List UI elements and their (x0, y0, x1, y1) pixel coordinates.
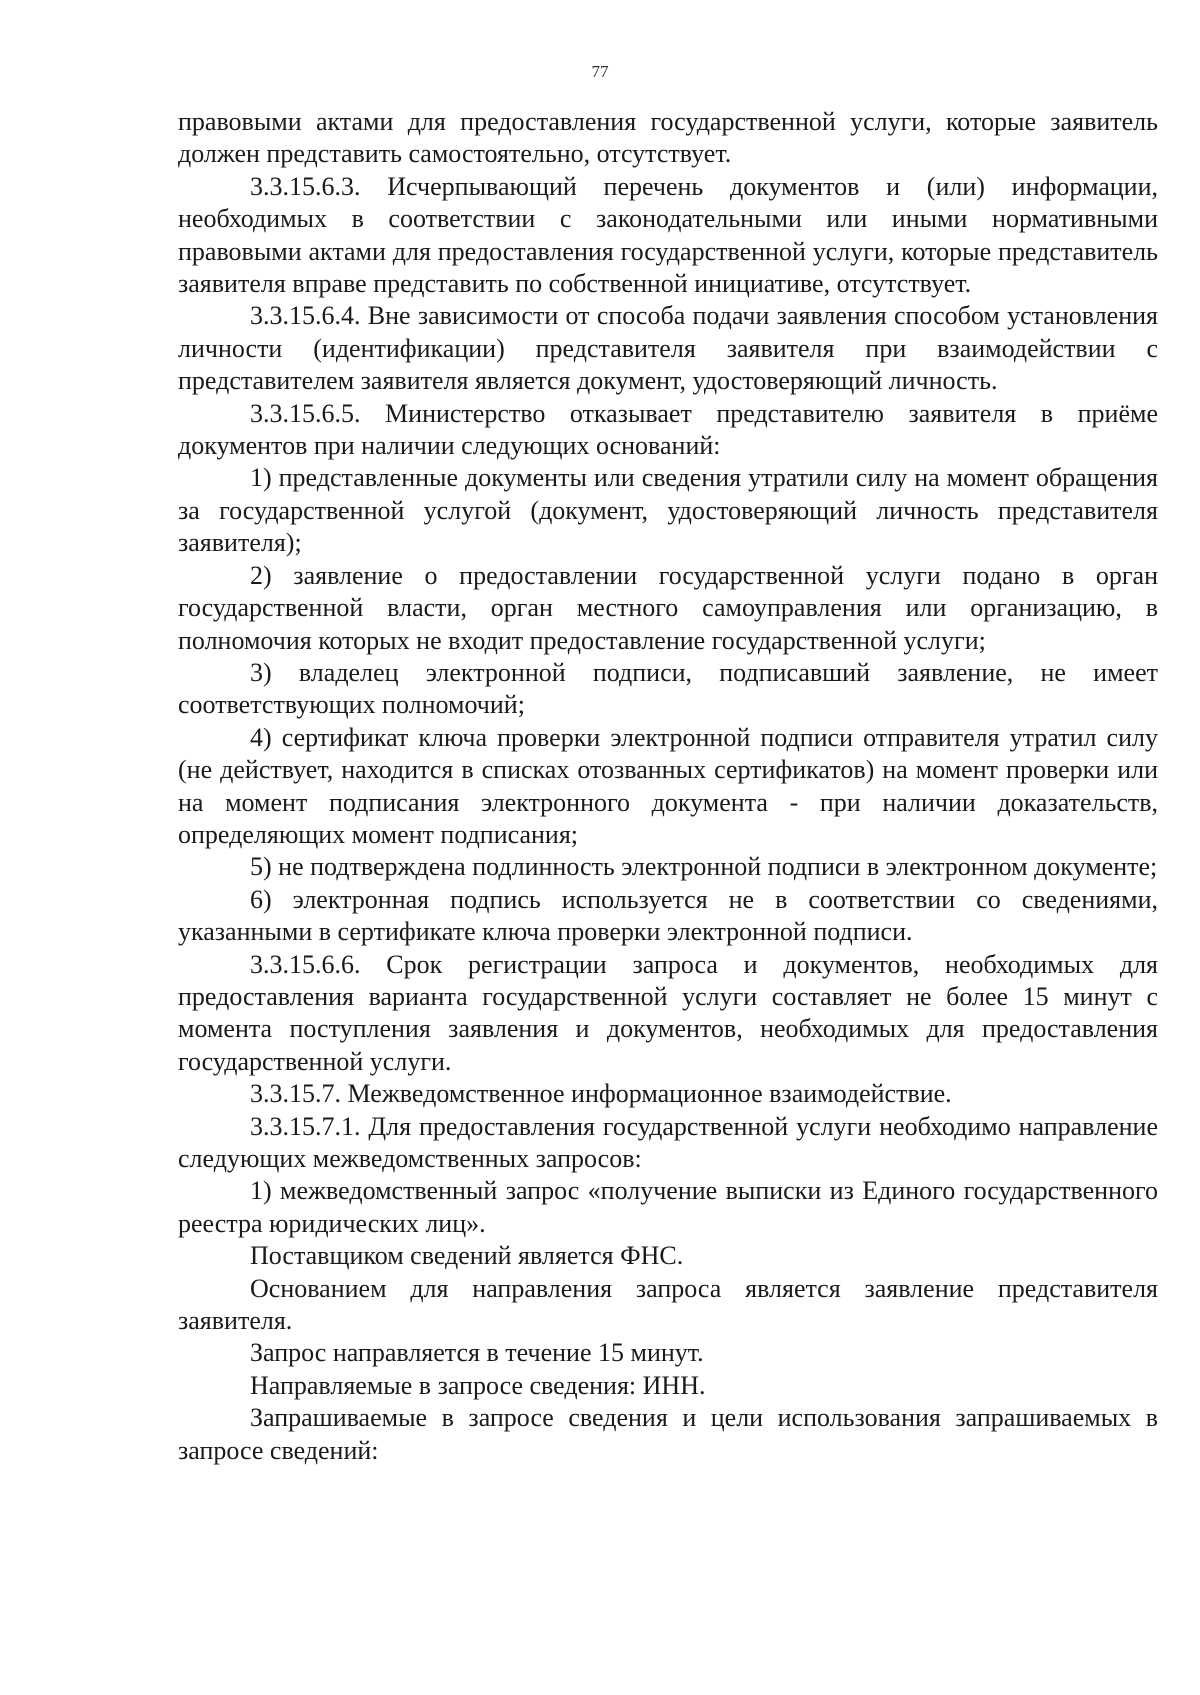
paragraph: Запрашиваемые в запросе сведения и цели использования запрашиваемых в запросе сведений: (178, 1403, 1158, 1465)
paragraph: Запрос направляется в течение 15 минут. (250, 1338, 704, 1368)
paragraph: 2) заявление о предоставлении государственной услуги подано в орган государственной власти, орган местного самоуправления или организацию, в полномочия которых не входит предоставление государственной услуги; (178, 560, 1158, 655)
paragraph: 3.3.15.7.1. Для предоставления государственной услуги необходимо направление следующих межведомственных запросов: (178, 1111, 1158, 1173)
paragraph: 3) владелец электронной подписи, подписавший заявление, не имеет соответствующих полномочий; (178, 657, 1158, 720)
paragraph: 5) не подтверждена подлинность электронной подписи в электронном документе; (250, 852, 1158, 882)
paragraph: 3.3.15.6.6. Срок регистрации запроса и документов, необходимых для предоставления варианта государственной услуги составляет не более 15 минут с момента поступления заявления и документов, необходимых для предоставления государственной услуги. (178, 949, 1158, 1076)
paragraph: 1) представленные документы или сведения утратили силу на момент обращения за государственной услугой (документ, удостоверяющий личность представителя заявителя); (178, 463, 1158, 558)
paragraph: 6) электронная подпись используется не в соответствии со сведениями, указанными в сертификате ключа проверки электронной подписи. (178, 884, 1158, 947)
paragraph: 4) сертификат ключа проверки электронной подписи отправителя утратил силу (не действует, находится в списках отозванных сертификатов) на момент проверки или на момент подписания электронного документа - при наличии доказательств, определяющих момент подписания; (178, 722, 1158, 849)
paragraph: 3.3.15.6.4. Вне зависимости от способа подачи заявления способом установления личности (идентификации) представителя заявителя при взаимодействии с представителем заявителя является документ, удостоверяющий личность. (178, 301, 1158, 396)
paragraph: Направляемые в запросе сведения: ИНН. (250, 1370, 706, 1400)
paragraph: 1) межведомственный запрос «получение выписки из Единого государственного реестра юридических лиц». (178, 1176, 1158, 1238)
paragraph: правовыми актами для предоставления государственной услуги, которые заявитель должен представить самостоятельно, отсутствует. (178, 107, 1158, 169)
paragraph: 3.3.15.6.3. Исчерпывающий перечень документов и (или) информации, необходимых в соответствии с законодательными или иными нормативными правовыми актами для предоставления государственной услуги, которые представитель заявителя вправе представить по собственной инициативе, отсутствует. (178, 171, 1158, 299)
page-number: 77 (591, 62, 609, 81)
document-body (178, 106, 1158, 1467)
paragraph: 3.3.15.7. Межведомственное информационное взаимодействие. (250, 1079, 952, 1109)
paragraph: Поставщиком сведений является ФНС. (250, 1241, 684, 1271)
paragraph: 3.3.15.6.5. Министерство отказывает представителю заявителя в приёме документов при наличии следующих оснований: (178, 398, 1158, 461)
paragraph: Основанием для направления запроса является заявление представителя заявителя. (178, 1273, 1158, 1336)
